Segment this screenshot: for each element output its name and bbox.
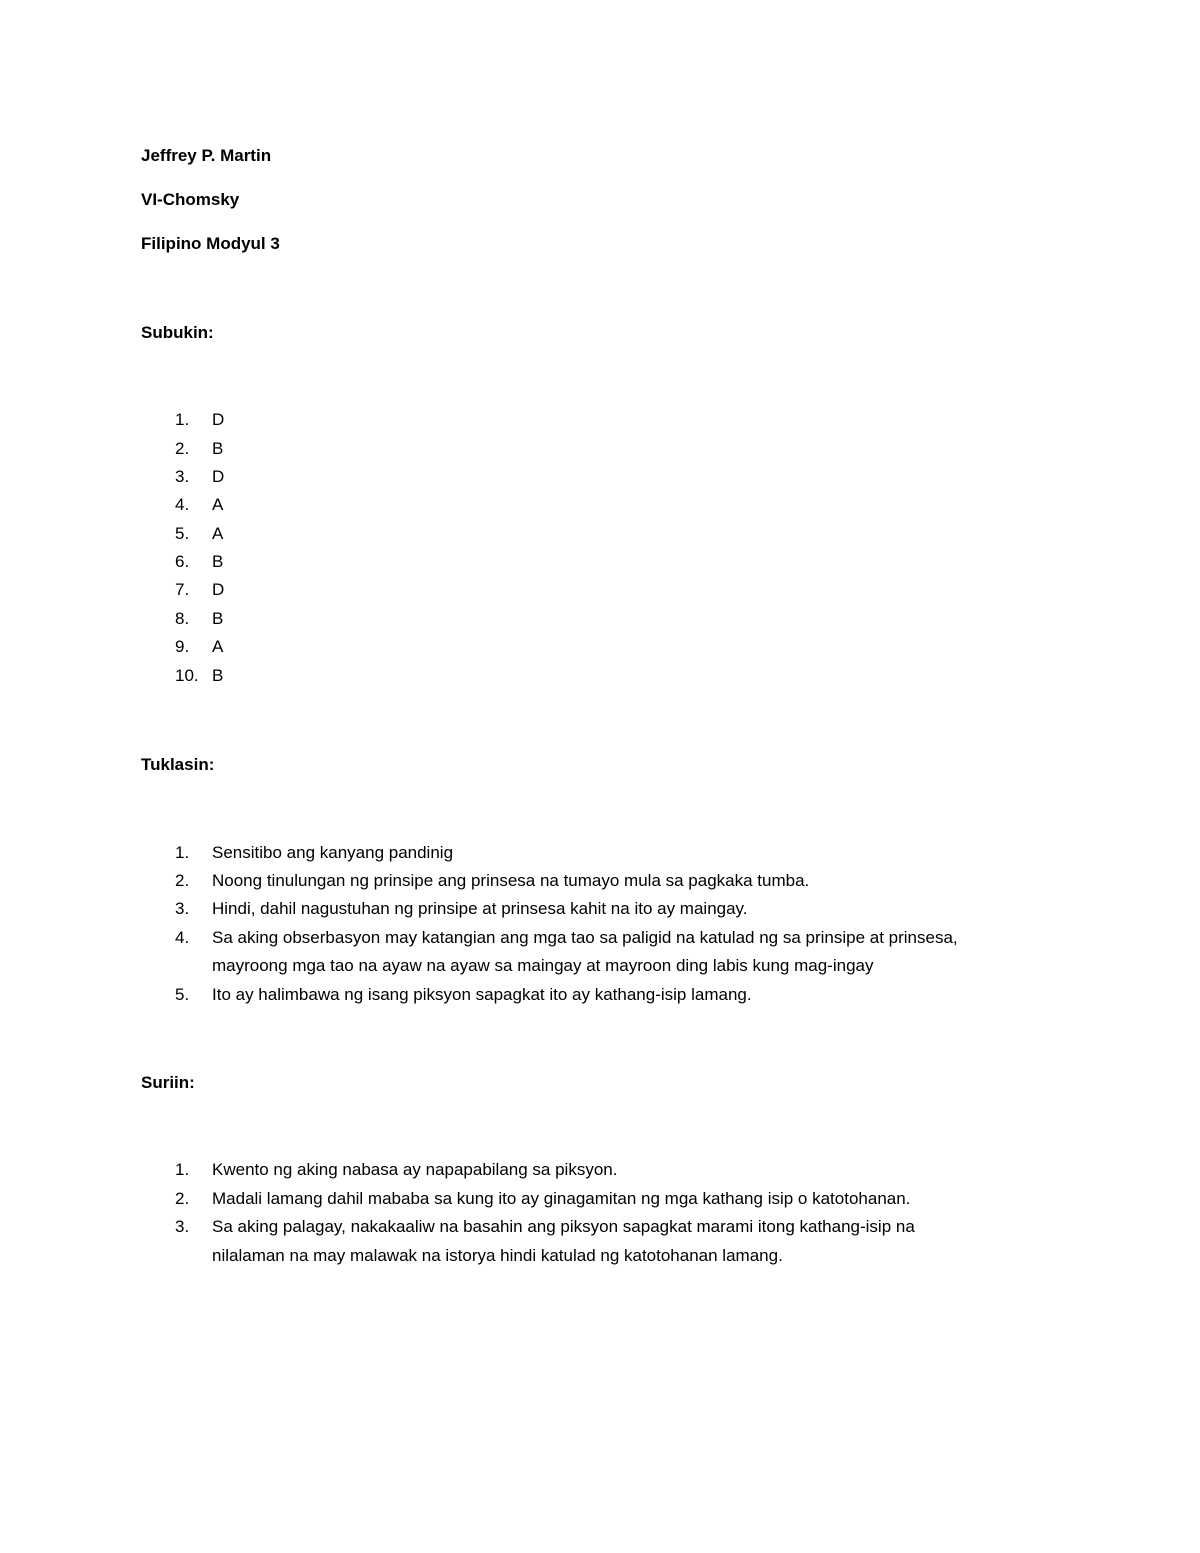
suriin-heading: Suriin: <box>141 1073 195 1092</box>
list-item-number: 3. <box>175 899 190 918</box>
list-item-number: 4. <box>175 928 190 947</box>
list-item: B <box>212 552 224 571</box>
list-item: Sensitibo ang kanyang pandinig <box>212 843 454 862</box>
list-item: B <box>212 439 224 458</box>
list-item-continuation: mayroong mga tao na ayaw na ayaw sa maingay at mayroon ding labis kung mag-ingay <box>212 956 874 975</box>
list-item: Hindi, dahil nagustuhan ng prinsipe at prinsesa kahit na ito ay maingay. <box>212 899 748 918</box>
list-item-number: 4. <box>175 495 190 514</box>
list-item: B <box>212 609 224 628</box>
list-item-number: 1. <box>175 410 190 429</box>
list-item-number: 1. <box>175 843 190 862</box>
list-item: D <box>212 580 225 599</box>
subukin-heading: Subukin: <box>141 323 214 342</box>
list-item: Sa aking palagay, nakakaaliw na basahin ang piksyon sapagkat marami itong kathang-isip na <box>212 1217 915 1236</box>
list-item-number: 2. <box>175 871 190 890</box>
list-item-number: 5. <box>175 524 190 543</box>
list-item-number: 2. <box>175 1189 190 1208</box>
list-item: D <box>212 410 225 429</box>
list-item-number: 8. <box>175 609 190 628</box>
list-item: Ito ay halimbawa ng isang piksyon sapagkat ito ay kathang-isip lamang. <box>212 985 752 1004</box>
list-item-number: 5. <box>175 985 190 1004</box>
student-name: Jeffrey P. Martin <box>141 146 272 165</box>
list-item: D <box>212 467 225 486</box>
list-item-continuation: nilalaman na may malawak na istorya hindi katulad ng katotohanan lamang. <box>212 1246 783 1265</box>
list-item: A <box>212 637 224 656</box>
tuklasin-heading: Tuklasin: <box>141 755 215 774</box>
list-item-number: 3. <box>175 1217 190 1236</box>
student-section: VI-Chomsky <box>141 190 240 209</box>
list-item: A <box>212 495 224 514</box>
list-item: Kwento ng aking nabasa ay napapabilang sa piksyon. <box>212 1160 618 1179</box>
list-item-number: 9. <box>175 637 190 656</box>
list-item-number: 2. <box>175 439 190 458</box>
list-item: A <box>212 524 224 543</box>
list-item-number: 7. <box>175 580 190 599</box>
module-title: Filipino Modyul 3 <box>141 234 280 253</box>
list-item: Madali lamang dahil mababa sa kung ito ay ginagamitan ng mga kathang isip o katotohanan. <box>212 1189 911 1208</box>
list-item: Noong tinulungan ng prinsipe ang prinsesa na tumayo mula sa pagkaka tumba. <box>212 871 810 890</box>
list-item: Sa aking obserbasyon may katangian ang mga tao sa paligid na katulad ng sa prinsipe at prinsesa, <box>212 928 958 947</box>
list-item: B <box>212 666 224 685</box>
list-item-number: 3. <box>175 467 190 486</box>
list-item-number: 10. <box>175 666 199 685</box>
list-item-number: 1. <box>175 1160 190 1179</box>
list-item-number: 6. <box>175 552 190 571</box>
